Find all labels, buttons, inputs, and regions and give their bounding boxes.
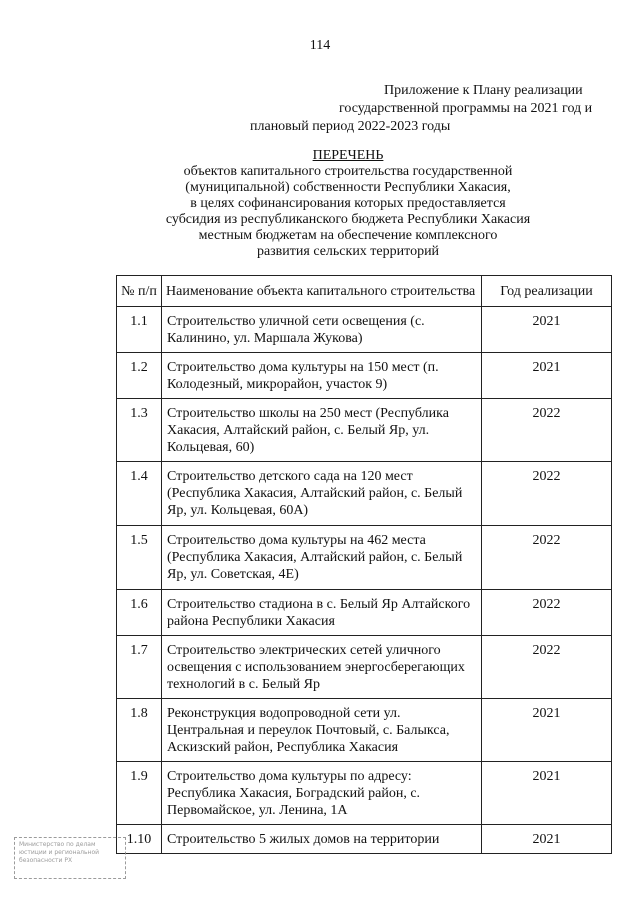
row-number: 1.8	[117, 699, 162, 762]
row-number: 1.5	[117, 526, 162, 590]
appendix-line-1: Приложение к Плану реализации	[384, 83, 583, 98]
objects-table	[116, 275, 612, 854]
table-row	[117, 307, 612, 353]
table-row	[117, 590, 612, 636]
table-row	[117, 526, 612, 590]
appendix-line-3: плановый период 2022-2023 годы	[250, 119, 451, 134]
title-line: объектов капитального строительства государственной	[183, 164, 513, 179]
row-object-name: Строительство дома культуры по адресу: Республика Хакасия, Боградский район, с. Первомайское, ул. Ленина, 1А	[162, 762, 482, 825]
table-row	[117, 462, 612, 526]
title-line: (муниципальной) собственности Республики Хакасия,	[185, 180, 511, 195]
row-year: 2021	[482, 307, 612, 353]
header-year: Год реализации	[482, 276, 612, 307]
row-number: 1.2	[117, 353, 162, 399]
row-year: 2021	[482, 825, 612, 854]
row-object-name: Строительство электрических сетей уличного освещения с использованием энергосберегающих технологий в с. Белый Яр	[162, 636, 482, 699]
table-row	[117, 762, 612, 825]
row-number: 1.1	[117, 307, 162, 353]
row-year: 2021	[482, 762, 612, 825]
table-row	[117, 636, 612, 699]
stamp-line: юстиции и региональной	[19, 849, 100, 856]
table-row	[117, 699, 612, 762]
header-object-name: Наименование объекта капитального строительства	[162, 276, 482, 307]
stamp-line: Министерство по делам	[19, 841, 96, 848]
row-object-name: Строительство дома культуры на 462 места (Республика Хакасия, Алтайский район, с. Белый Яр, ул. Советская, 4Е)	[162, 526, 482, 590]
table-row	[117, 825, 612, 854]
row-number: 1.9	[117, 762, 162, 825]
row-year: 2022	[482, 399, 612, 462]
row-object-name: Строительство уличной сети освещения (с. Калинино, ул. Маршала Жукова)	[162, 307, 482, 353]
row-year: 2021	[482, 699, 612, 762]
stamp-line: безопасности РХ	[19, 857, 73, 864]
title-line: субсидия из республиканского бюджета Республики Хакасия	[165, 212, 531, 227]
row-number: 1.10	[117, 825, 162, 854]
row-object-name: Реконструкция водопроводной сети ул. Центральная и переулок Почтовый, с. Балыкса, Аскизский район, Республика Хакасия	[162, 699, 482, 762]
table-header-row	[117, 276, 612, 307]
title-line: местным бюджетам на обеспечение комплексного	[198, 228, 498, 243]
title-line: в целях софинансирования которых предоставляется	[190, 196, 506, 211]
title-heading: ПЕРЕЧЕНЬ	[312, 148, 384, 163]
row-number: 1.7	[117, 636, 162, 699]
row-year: 2022	[482, 462, 612, 526]
row-year: 2022	[482, 526, 612, 590]
row-number: 1.6	[117, 590, 162, 636]
table-row	[117, 353, 612, 399]
row-object-name: Строительство дома культуры на 150 мест (п. Колодезный, микрорайон, участок 9)	[162, 353, 482, 399]
row-object-name: Строительство детского сада на 120 мест (Республика Хакасия, Алтайский район, с. Белый Яр, ул. Кольцевая, 60А)	[162, 462, 482, 526]
document-title	[100, 148, 596, 260]
row-year: 2022	[482, 636, 612, 699]
row-object-name: Строительство школы на 250 мест (Республика Хакасия, Алтайский район, с. Белый Яр, ул. Кольцевая, 60)	[162, 399, 482, 462]
appendix-line-2: государственной программы на 2021 год и	[339, 101, 593, 116]
row-year: 2021	[482, 353, 612, 399]
row-object-name: Строительство стадиона в с. Белый Яр Алтайского района Республики Хакасия	[162, 590, 482, 636]
row-number: 1.4	[117, 462, 162, 526]
row-object-name: Строительство 5 жилых домов на территории	[162, 825, 482, 854]
title-line: развития сельских территорий	[256, 244, 440, 259]
table-row	[117, 399, 612, 462]
registration-stamp	[14, 837, 126, 879]
page-number: 114	[309, 38, 331, 53]
row-number: 1.3	[117, 399, 162, 462]
header-number: № п/п	[117, 276, 162, 307]
row-year: 2022	[482, 590, 612, 636]
